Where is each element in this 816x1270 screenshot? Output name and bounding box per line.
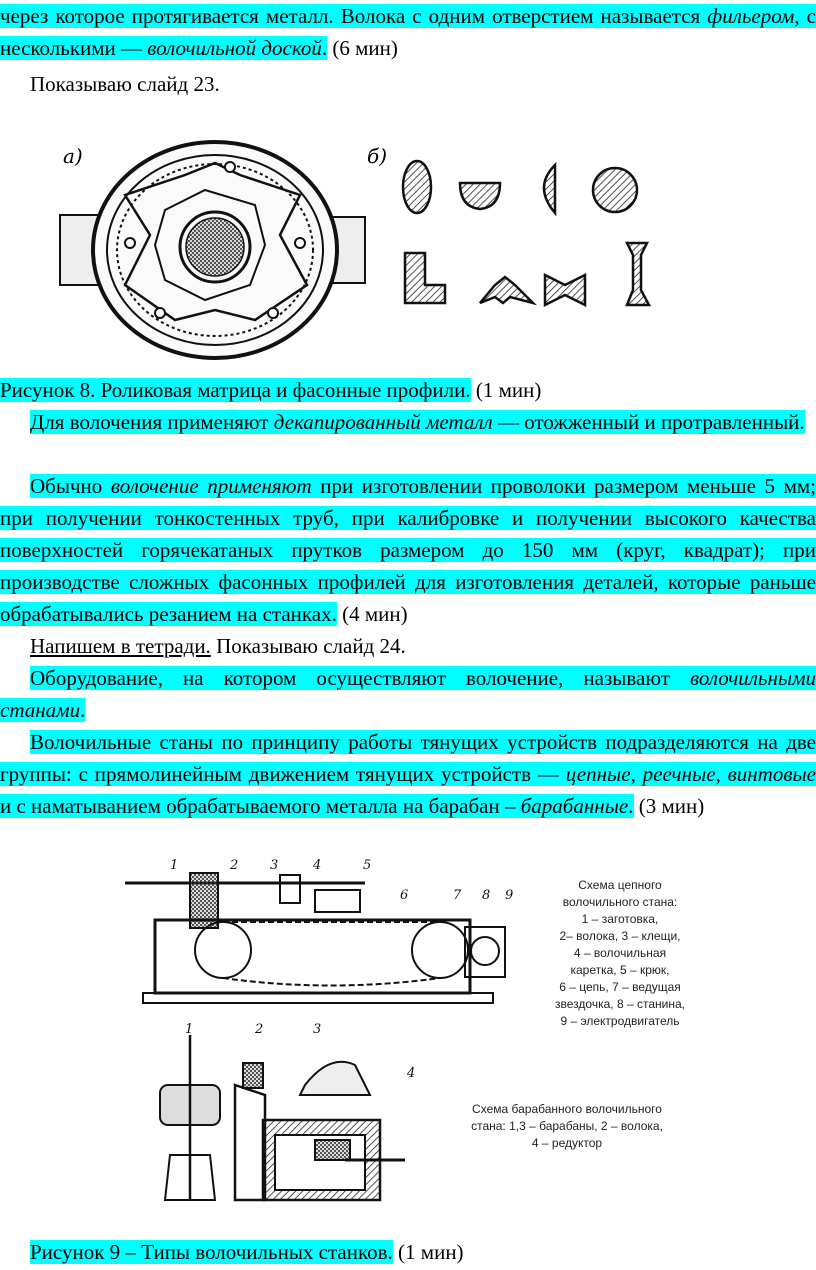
figure-label-b: б) bbox=[367, 144, 388, 168]
svg-text:6 – цепь, 7 – ведущая: 6 – цепь, 7 – ведущая bbox=[559, 980, 681, 994]
svg-text:9 – электродвигатель: 9 – электродвигатель bbox=[560, 1014, 680, 1028]
paragraph-notebook: Напишем в тетради. Показываю слайд 24. bbox=[30, 634, 406, 658]
svg-text:3: 3 bbox=[270, 858, 279, 873]
svg-text:Схема барабанного волочильного: Схема барабанного волочильного bbox=[472, 1102, 662, 1116]
paragraph-drawing-usage: Обычно волочение применяют при изготовлении проволоки размером меньше 5 мм; при получении тонкостенных труб, при калибровке и получении высокого качества поверхностей горячекатаных прутков размером до 150 мм (круг, квадрат); при производстве сложных фасонных профилей для изготовления деталей, которые раньше обрабатывались резанием на станках. (4 мин) bbox=[0, 474, 816, 626]
svg-text:4: 4 bbox=[407, 1066, 416, 1081]
svg-text:3: 3 bbox=[313, 1022, 322, 1037]
paragraph-drawplate: через которое протягивается металл. Волока с одним отверстием называется фильером, с несколькими — волочильной доской. (6 мин) bbox=[0, 4, 816, 60]
drum-mill-legend bbox=[471, 1102, 663, 1150]
paragraph-drawing-mills: Оборудование, на котором осуществляют волочение, называют волочильными станами. bbox=[0, 666, 816, 722]
svg-text:7: 7 bbox=[453, 888, 462, 903]
svg-text:2: 2 bbox=[255, 1022, 264, 1037]
svg-text:5: 5 bbox=[363, 858, 372, 873]
chain-mill-legend bbox=[555, 878, 685, 1028]
svg-text:стана: 1,3 – барабаны, 2 – вол: стана: 1,3 – барабаны, 2 – волока, bbox=[471, 1119, 663, 1133]
svg-text:2– волока, 3 – клещи,: 2– волока, 3 – клещи, bbox=[559, 929, 681, 943]
svg-text:волочильного стана:: волочильного стана: bbox=[562, 895, 678, 909]
chain-mill-drawing bbox=[125, 873, 505, 1003]
svg-text:2: 2 bbox=[230, 858, 239, 873]
paragraph-slide-23: Показываю слайд 23. bbox=[30, 72, 220, 96]
svg-text:Схема цепного: Схема цепного bbox=[578, 878, 662, 892]
svg-text:1: 1 bbox=[170, 858, 179, 873]
drum-mill-drawing bbox=[160, 1035, 405, 1200]
svg-text:8: 8 bbox=[482, 888, 491, 903]
figure-9-caption: Рисунок 9 – Типы волочильных станков. (1 мин) bbox=[30, 1240, 464, 1264]
shaped-profiles-drawing bbox=[403, 161, 649, 305]
drum-mill-numbers bbox=[185, 1022, 415, 1081]
svg-text:1 – заготовка,: 1 – заготовка, bbox=[581, 912, 659, 926]
figure-9-drawing-mills bbox=[115, 855, 715, 1220]
svg-text:4 – редуктор: 4 – редуктор bbox=[531, 1136, 603, 1150]
svg-text:9: 9 bbox=[505, 888, 514, 903]
chain-mill-numbers bbox=[170, 858, 513, 903]
svg-text:6: 6 bbox=[400, 888, 409, 903]
svg-text:1: 1 bbox=[185, 1022, 194, 1037]
figure-8-caption: Рисунок 8. Роликовая матрица и фасонные профили. (1 мин) bbox=[0, 378, 542, 402]
svg-text:4 – волочильная: 4 – волочильная bbox=[573, 946, 667, 960]
roller-die-drawing bbox=[60, 142, 365, 358]
paragraph-mill-types: Волочильные станы по принципу работы тянущих устройств подразделяются на две группы: с прямолинейным движением тянущих устройств — цепные, реечные, винтовые и с наматыванием обрабатываемого металла на барабан – барабанные. (3 мин) bbox=[0, 730, 816, 818]
svg-text:каретка, 5 – крюк,: каретка, 5 – крюк, bbox=[570, 963, 670, 977]
figure-label-a: а) bbox=[63, 144, 83, 168]
svg-text:4: 4 bbox=[313, 858, 322, 873]
paragraph-decapitated-metal: Для волочения применяют декапированный металл — отожженный и протравленный. bbox=[30, 410, 805, 434]
figure-8-roller-die bbox=[55, 135, 655, 370]
svg-text:звездочка, 8 – станина,: звездочка, 8 – станина, bbox=[555, 997, 685, 1011]
